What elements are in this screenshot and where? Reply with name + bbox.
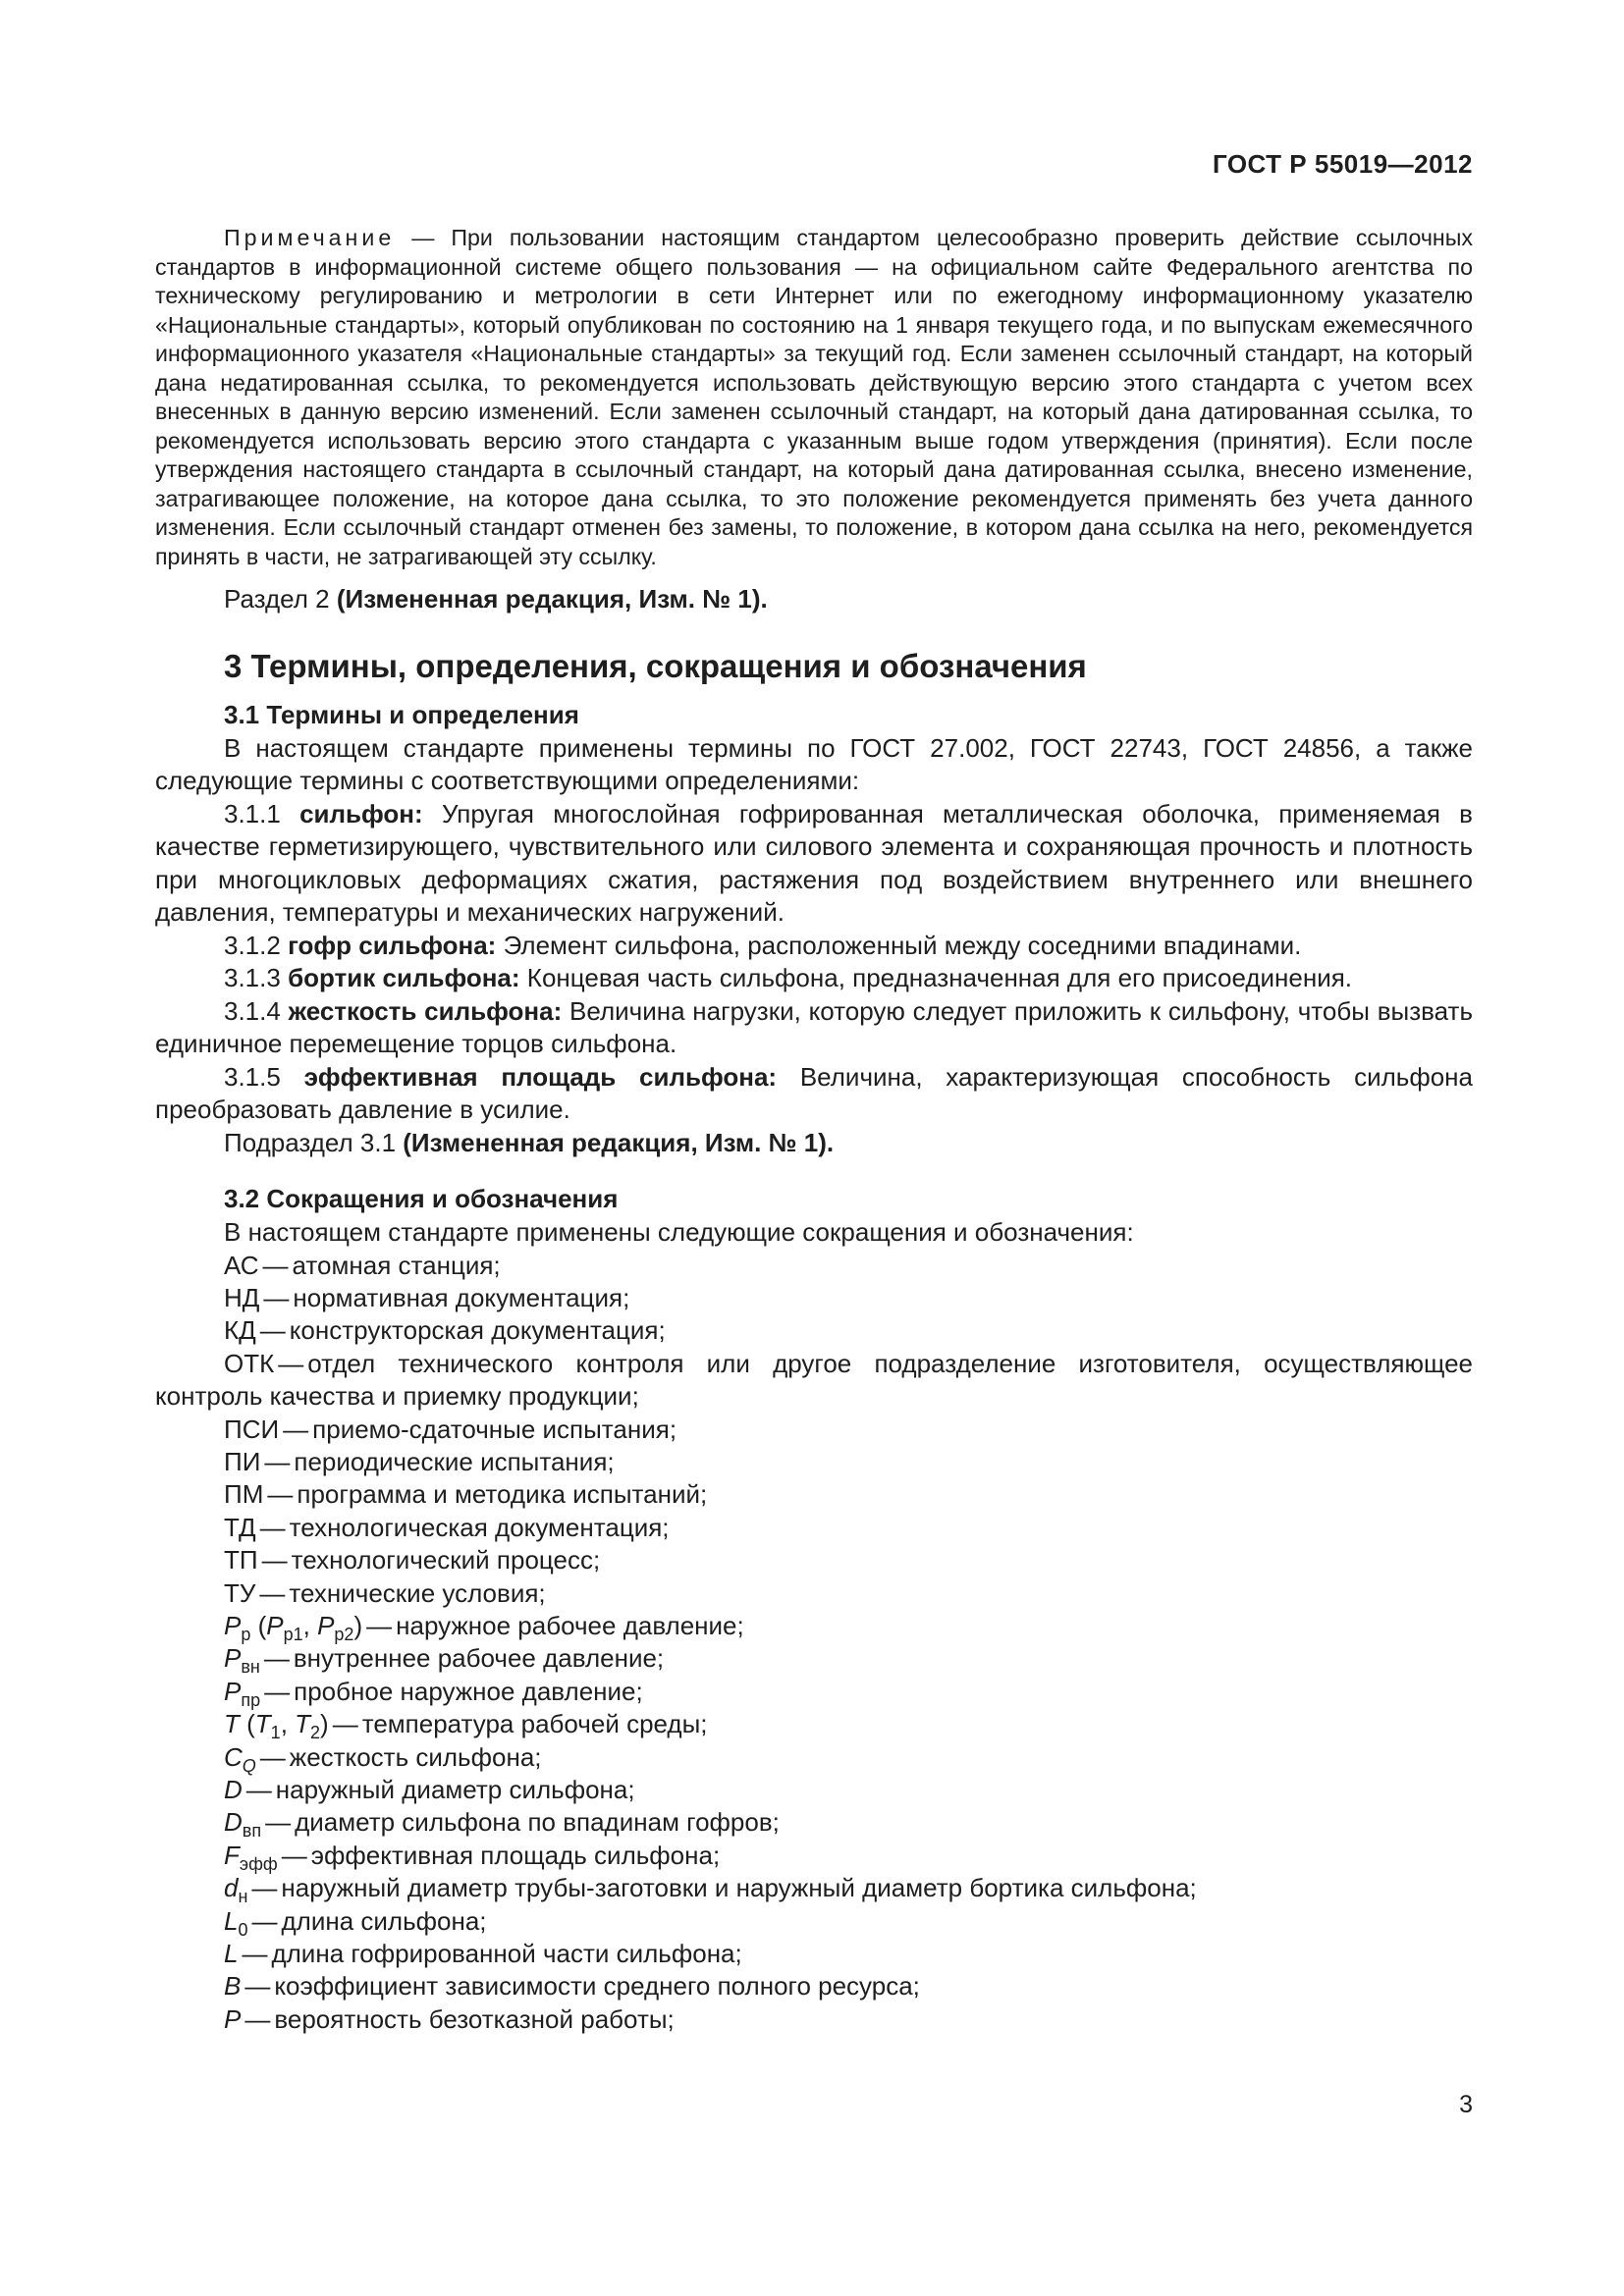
term-item: 3.1.1 сильфон: Упругая многослойная гофрированная металлическая оболочка, применяемая в качестве герметизирующего, чувствительного или силового элемента и сохраняющая прочность и плотность при многоцикловых деформациях сжатия, растяжения под воздействием внутреннего или внешнего давления, температуры и механических нагружений. (155, 798, 1473, 927)
symbol-item-t: T ($T_1$, $T_2$) — температура рабочей среды; (224, 1709, 708, 1743)
term-item: 3.1.5 эффективная площадь сильфона: Величина, характеризующая способность сильфона преобразовать давление в усилие. (155, 1061, 1473, 1124)
subsection32-title: 3.2 Сокращения и обозначения (224, 1184, 619, 1213)
list-item: ТУ — технические условия; (224, 1577, 546, 1608)
list-item: ПМ — программа и методика испытаний; (224, 1479, 708, 1510)
symbol-item-dn: $d_н$ — наружный диаметр трубы-заготовки и наружный диаметр бортика сильфона; (224, 1873, 1197, 1907)
symbol-item-d: D — наружный диаметр сильфона; (224, 1775, 635, 1804)
list-item: ПСИ — приемо-сдаточные испытания; (224, 1414, 677, 1444)
symbol-item-l0: $L_0$ — длина сильфона; (224, 1905, 487, 1940)
symbol-item-b: B — коэффициент зависимости среднего полного ресурса; (224, 1971, 920, 2002)
section2-change-note: Раздел 2 (Измененная редакция, Изм. № 1). (224, 584, 768, 614)
symbol-item-p: P — вероятность безотказной работы; (224, 2003, 675, 2034)
symbol-item-cq: $C_Q$ — жесткость сильфона; (224, 1741, 542, 1776)
note-paragraph (155, 224, 1473, 571)
note-label: Примечание (224, 225, 396, 250)
symbol-item-l: L — длина гофрированной части сильфона; (224, 1939, 742, 1969)
term-item: 3.1.2 гофр сильфона: Элемент сильфона, расположенный между соседними впадинами. (224, 930, 1302, 960)
list-item: ОТК — отдел технического контроля или другое подразделение изготовителя, осуществляющее контроль качества и приемку продукции; (155, 1348, 1473, 1412)
subsection31-intro: В настоящем стандарте применены термины по ГОСТ 27.002, ГОСТ 22743, ГОСТ 24856, а также следующие термины с соответствующими определениями: (155, 732, 1473, 795)
abbreviations-list (155, 1250, 1473, 1610)
term-item: 3.1.4 жесткость сильфона: Величина нагрузки, которую следует приложить к сильфону, чтобы вызвать единичное перемещение торцов сильфона. (155, 995, 1473, 1058)
page-number: 3 (1459, 2091, 1473, 2118)
symbols-list (155, 1610, 1473, 2036)
subsection31-title: 3.1 Термины и определения (224, 699, 579, 729)
list-item: НД — нормативная документация; (224, 1282, 630, 1312)
list-item: КД — конструкторская документация; (224, 1315, 666, 1346)
list-item: ТП — технологический процесс; (224, 1545, 601, 1575)
symbol-item-ppr: $P_{пр}$ — пробное наружное давление; (224, 1676, 643, 1710)
section3-title: 3 Термины, определения, сокращения и обозначения (224, 647, 1087, 684)
list-item: АС — атомная станция; (224, 1250, 501, 1280)
terms-list (155, 798, 1473, 1127)
note-text: — При пользовании настоящим стандартом целесообразно проверить действие ссылочных стандартов в информационной системе общего пользования — на официальном сайте Федерального агентства по техническому регулированию и метрологии в сети Интернет или по ежегодному информационному указателю «Национальные стандарты», который опубликован по состоянию на 1 января текущего года, и по выпускам ежемесячного информационного указателя «Национальные стандарты» за текущий год. Если заменен ссылочный стандарт, на который дана недатированная ссылка, то рекомендуется использовать действующую версию этого стандарта с учетом всех внесенных в данную версию изменений. Если заменен ссылочный стандарт, на который дана датированная ссылка, то рекомендуется использовать версию этого стандарта с указанным выше годом утверждения (принятия). Если после утверждения настоящего стандарта в ссылочный стандарт, на который дана датированная ссылка, внесено изменение, затрагивающее положение, на которое дана ссылка, то это положение рекомендуется применять без учета данного изменения. Если ссылочный стандарт отменен без замены, то положение, в котором дана ссылка на него, рекомендуется принять в части, не затрагивающей эту ссылку. (155, 225, 1473, 569)
term-item: 3.1.3 бортик сильфона: Концевая часть сильфона, предназначенная для его присоединения. (224, 963, 1353, 992)
list-item: ТД — технологическая документация; (224, 1512, 670, 1542)
document-code-header: ГОСТ Р 55019—2012 (1212, 149, 1473, 179)
symbol-item-dvp: $D_{вп}$ — диаметр сильфона по впадинам гофров; (224, 1807, 780, 1842)
page-content (155, 224, 1473, 2036)
subsection31-change-note: Подраздел 3.1 (Измененная редакция, Изм. № 1). (224, 1127, 835, 1157)
subsection32-intro: В настоящем стандарте применены следующие сокращения и обозначения: (224, 1217, 1134, 1247)
list-item: ПИ — периодические испытания; (224, 1446, 615, 1476)
symbol-item-pvn: $P_{вн}$ — внутреннее рабочее давление; (224, 1643, 665, 1678)
symbol-item-pp: $P_р$ ($P_{р1}$, $P_{р2}$) — наружное рабочее давление; (224, 1610, 744, 1644)
symbol-item-feff: $F_{эфф}$ — эффективная площадь сильфона; (224, 1840, 721, 1874)
